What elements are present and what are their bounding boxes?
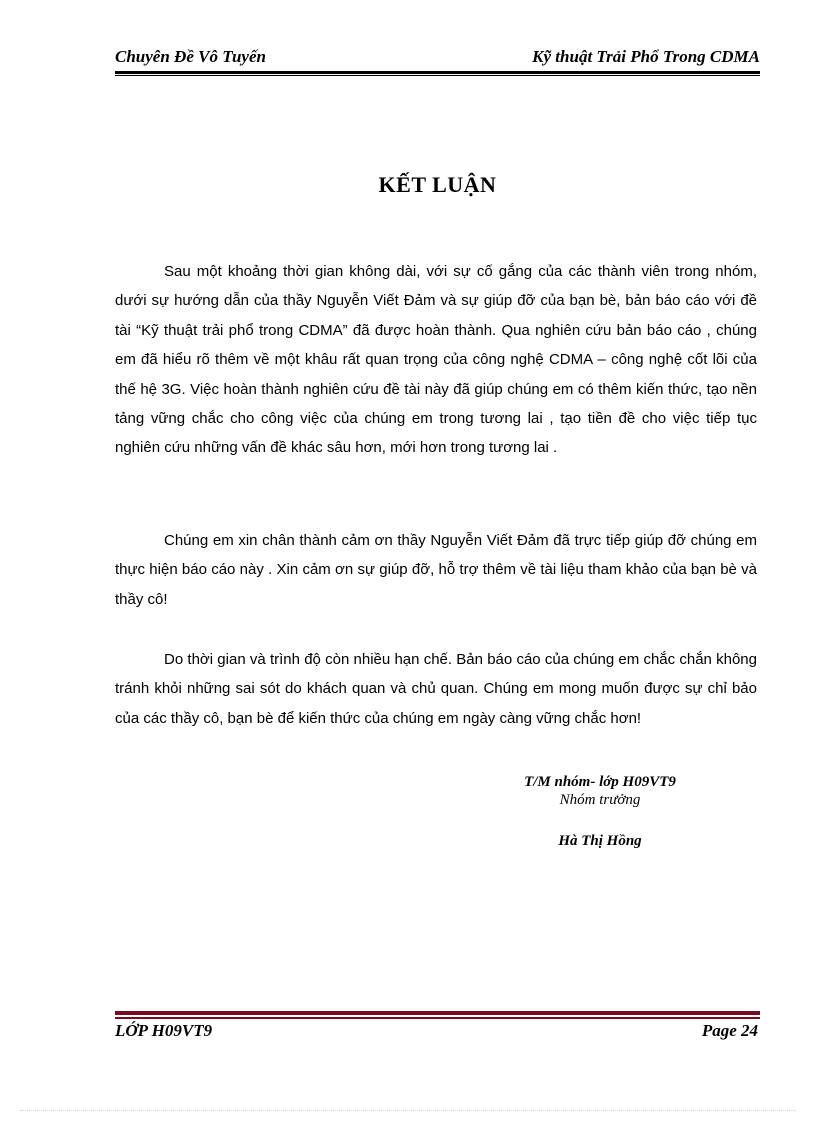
- signature-role: Nhóm trưởng: [559, 792, 641, 808]
- signature-group-line: T/M nhóm- lớp H09VT9: [524, 774, 676, 790]
- header-left-title: Chuyên Đề Vô Tuyến: [115, 47, 266, 66]
- paragraph-2: Chúng em xin chân thành cảm ơn thầy Nguyễn Viết Đảm đã trực tiếp giúp đỡ chúng em thực hiện báo cáo này . Xin cảm ơn sự giúp đỡ, hỗ trợ thêm về tài liệu tham khảo của bạn bè và thầy cô!: [115, 532, 757, 608]
- header-rule-thick: [115, 71, 760, 74]
- footer-rule-thick: [115, 1011, 760, 1015]
- signature-name: Hà Thị Hồng: [558, 833, 642, 849]
- footer-class-label: LỚP H09VT9: [115, 1021, 213, 1040]
- page-header: [115, 47, 760, 73]
- header-right-title: Kỹ thuật Trải Phổ Trong CDMA: [532, 47, 760, 66]
- header-rule-thin: [115, 75, 760, 76]
- paragraph-3: Do thời gian và trình độ còn nhiều hạn chế. Bản báo cáo của chúng em chắc chắn không tránh khỏi những sai sót do khách quan và chủ quan. Chúng em mong muốn được sự chỉ bảo của các thầy cô, bạn bè để kiến thức của chúng em ngày càng vững chắc hơn!: [115, 651, 757, 727]
- footer-page-number: Page 24: [701, 1021, 758, 1040]
- paragraph-1: Sau một khoảng thời gian không dài, với sự cố gắng của các thành viên trong nhóm, dưới sự hướng dẫn của thầy Nguyễn Viết Đảm và sự giúp đỡ của bạn bè, bản báo cáo với đề tài “Kỹ thuật trải phổ trong CDMA” đã được hoàn thành. Qua nghiên cứu bản báo cáo , chúng em đã hiểu rõ thêm về một khâu rất quan trọng của công nghệ CDMA – công nghệ cốt lõi của thế hệ 3G. Việc hoàn thành nghiên cứu đề tài này đã giúp chúng em có thêm kiến thức, tạo nền tảng vững chắc cho công việc của chúng em trong tương lai , tạo tiền đề cho việc tiếp tục nghiên cứu những vấn đề khác sâu hơn, mới hơn trong tương lai .: [115, 263, 757, 457]
- page-edge-dotted-line: [20, 1110, 796, 1111]
- page-title: KẾT LUẬN: [378, 172, 497, 197]
- footer-rule-thin: [115, 1017, 760, 1019]
